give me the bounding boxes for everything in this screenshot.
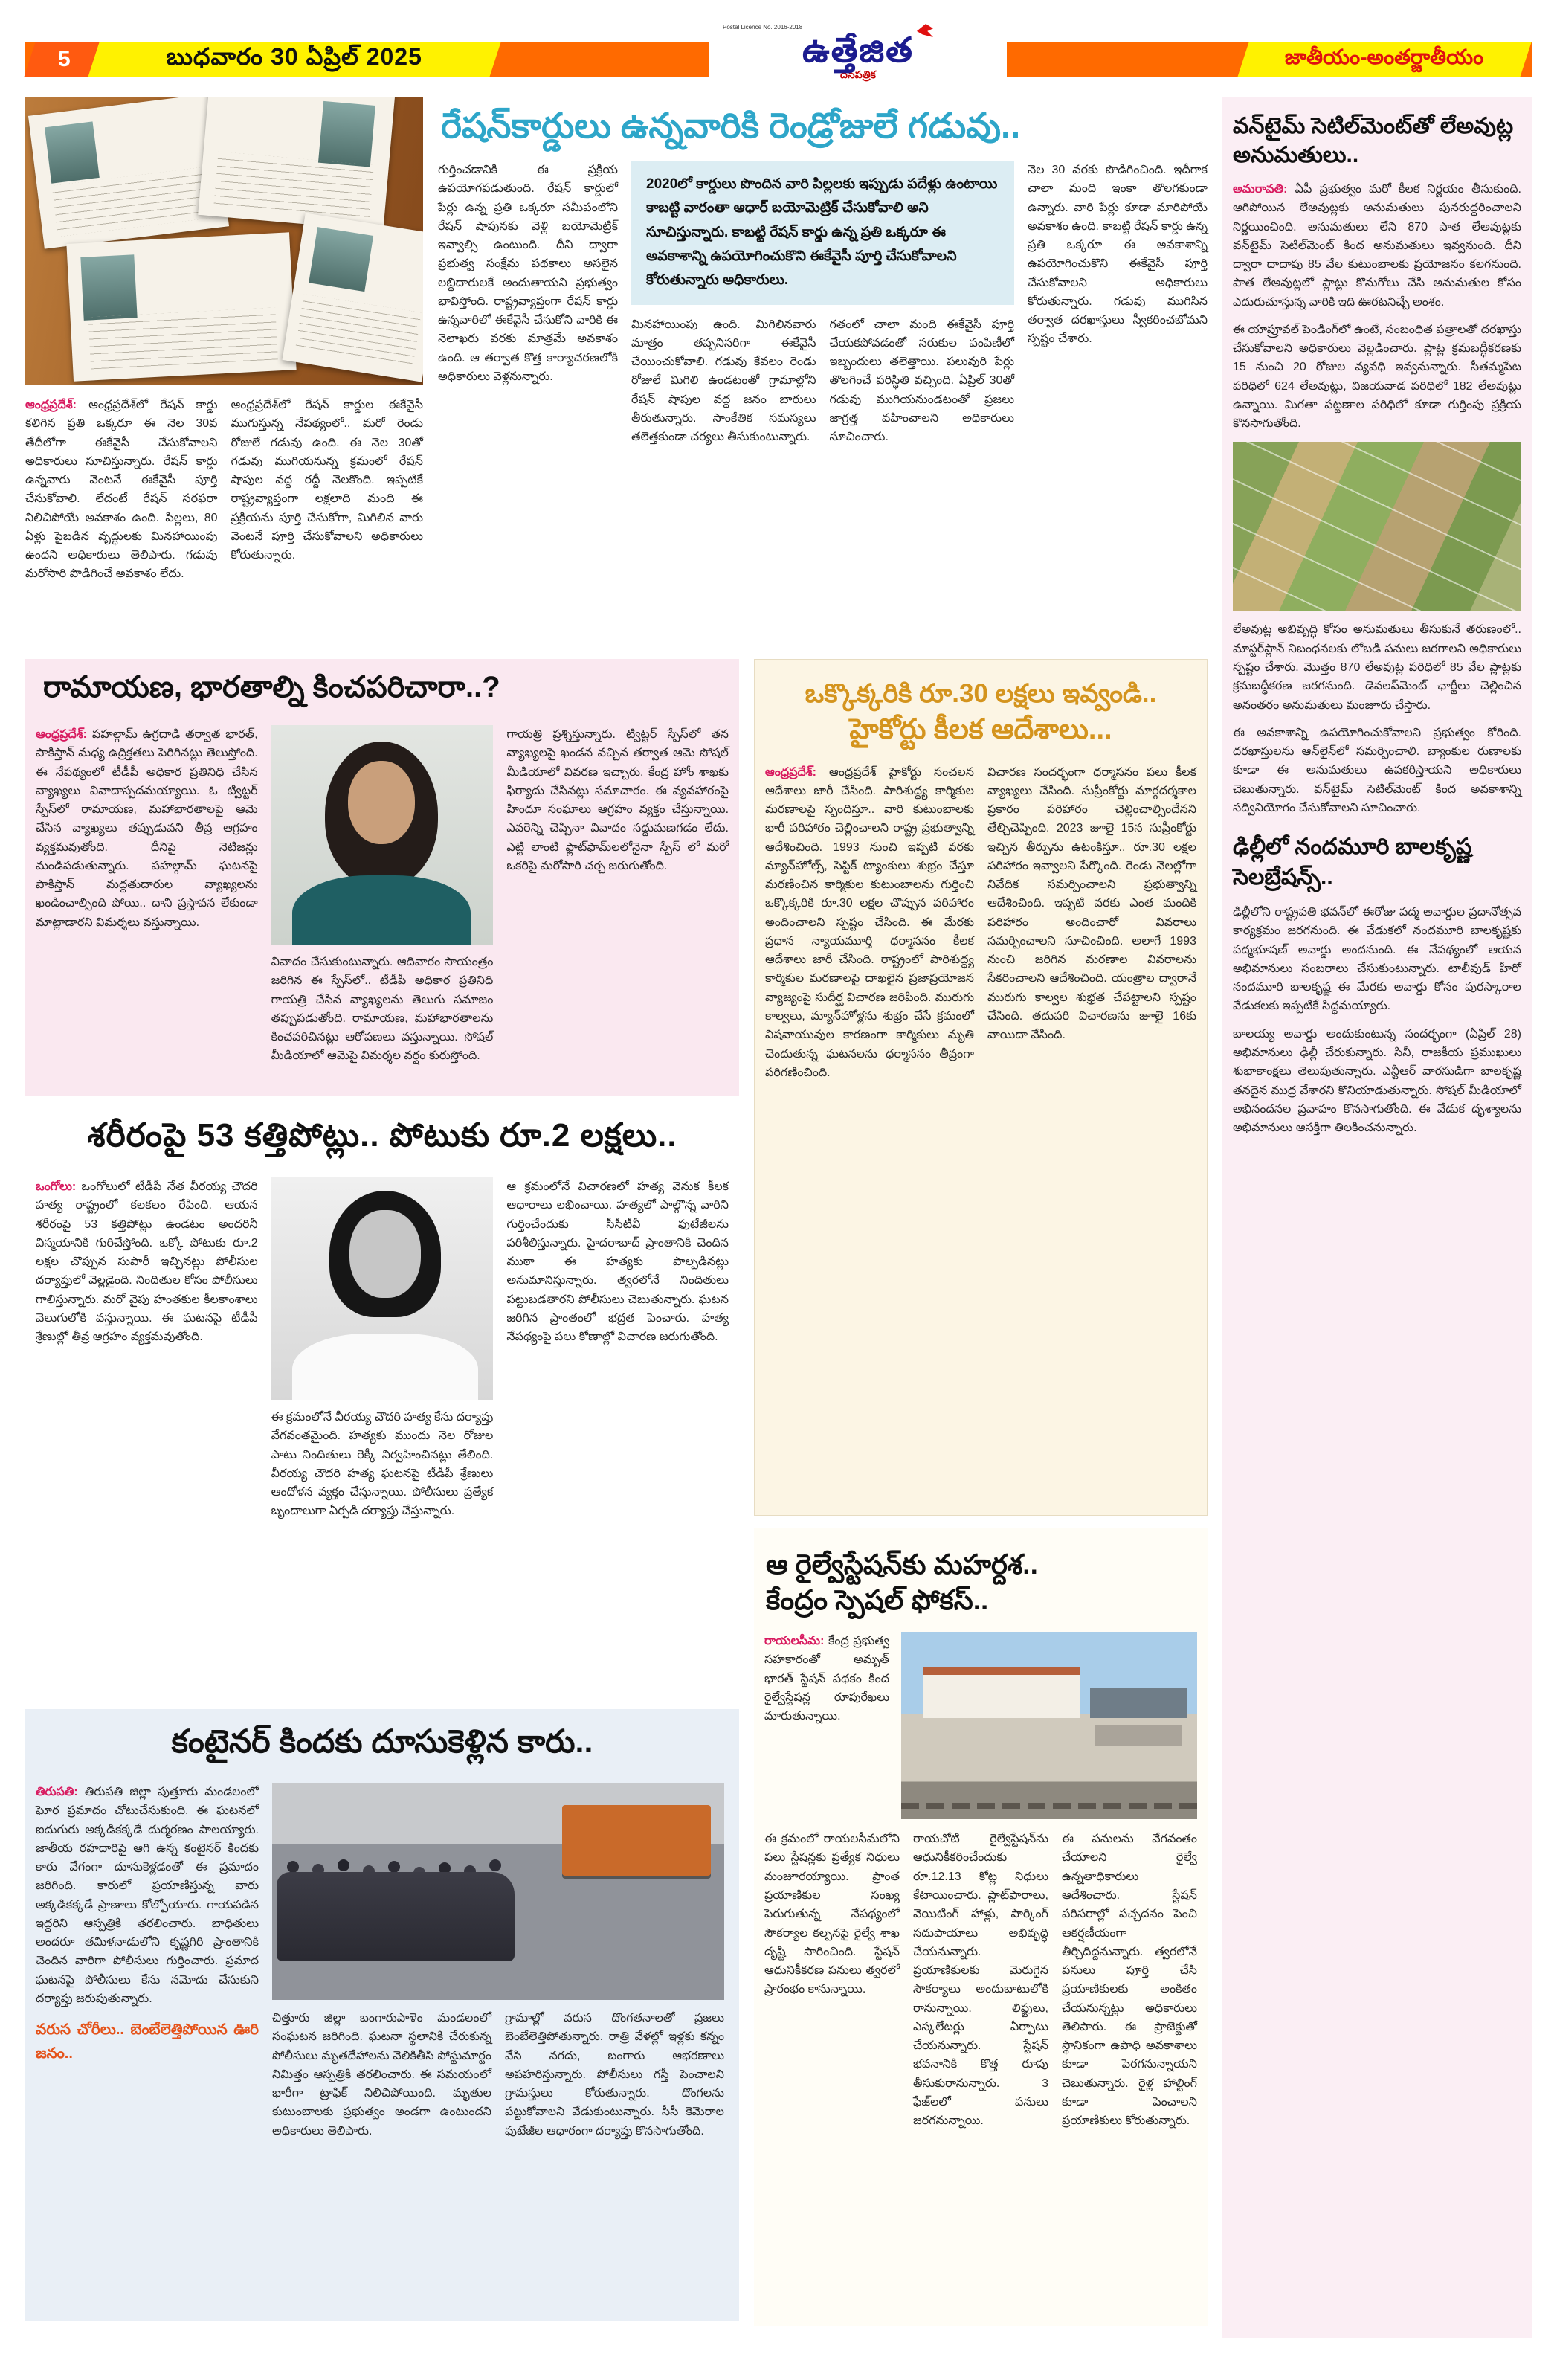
body-column: రాయచోటి రైల్వేస్టేషన్‌ను ఆధునికీకరించేందుకు రూ.12.13 కోట్ల నిధులు కేటాయించారు. ప్లాట్‌ఫారాలు, వెయిటింగ్ హాళ్లు, పార్కింగ్ సదుపాయాలు అభివృద్ధి చేయనున్నారు. ప్రయాణికులకు మెరుగైన సౌకర్యాలు అందుబాటులోకి రానున్నాయి. లిఫ్టులు, ఎస్కలేటర్లు ఏర్పాటు చేయనున్నారు. స్టేషన్ భవనానికి కొత్త రూపు తీసుకురానున్నారు. 3 ఫేజ్‌లలో పనులు జరగనున్నాయి. [913,1833,1048,2128]
highlight-box: 2020లో కార్డులు పొందిన వారి పిల్లలకు ఇప్పుడు పదేళ్లు ఉంటాయి కాబట్టి వారంతా ఆధార్ బయోమెట్రిక్ చేసుకోవాలి అని సూచిస్తున్నారు. కాబట్టి రేషన్ కార్డు ఉన్న ప్రతి ఒక్కరూ ఈ అవకాశాన్ని ఉపయోగించుకొని ఈకేవైసీ పూర్తి చేసుకోవాలని కోరుతున్నారు అధికారులు. [631,161,1014,304]
headline-ration: రేషన్‌కార్డులు ఉన్నవారికి రెండ్రోజులే గడువు.. [441,106,1021,145]
body-paragraph: లేఅవుట్ల అభివృద్ధి కోసం అనుమతులు తీసుకునే తరుణంలో.. మాస్టర్‌ప్లాన్ నిబంధనలకు లోబడి పనులు జరగాలని అధికారులు స్పష్టం చేశారు. మొత్తం 870 లేఅవుట్ల పరిధిలో 85 వేల ప్లాట్లకు క్రమబద్ధీకరణ జరగనుంది. డెవలప్‌మెంట్ ఛార్జీలు చెల్లించిన అనంతరం అనుమతులు మంజూరు చేస్తారు. [1233,623,1521,712]
section-banner: జాతీయం-అంతర్జాతీయం [1237,42,1532,77]
body-column: ఆంధ్రప్రదేశ్: ఆంధ్రప్రదేశ్ హైకోర్టు సంచలన ఆదేశాలు జారీ చేసింది. పారిశుద్ధ్య కార్మికుల మరణాలపై స్పందిస్తూ.. వారి కుటుంబాలకు భారీ పరిహారం చెల్లించాలని రాష్ట్ర ప్రభుత్వాన్ని ఆదేశించింది. 1993 నుంచి ఇప్పటి వరకు మ్యాన్‌హోల్స్, సెప్టిక్ ట్యాంకులు శుభ్రం చేస్తూ మరణించిన కార్మికుల కుటుంబాలను గుర్తించి ఒక్కొక్కరికి రూ.30 లక్షల చొప్పున పరిహారం అందించాలని స్పష్టం చేసింది. ఈ మేరకు ప్రధాన న్యాయమూర్తి ధర్మాసనం కీలక ఆదేశాలు జారీ చేసింది. రాష్ట్రంలో పారిశుద్ధ్య కార్మికుల మరణాలపై దాఖలైన ప్రజాప్రయోజన వ్యాజ్యంపై సుదీర్ఘ విచారణ జరిపింది. మురుగు కాల్వలు, మ్యాన్‌హోళ్లను శుభ్రం చేసే క్రమంలో విషవాయువుల కారణంగా కార్మికులు మృతి చెందుతున్న ఘటనలను ధర్మాసనం తీవ్రంగా పరిగణించింది. [765,765,974,1079]
ration-card-image [66,232,296,381]
body-column: గాయత్రి ప్రశ్నిస్తున్నారు. ట్విట్టర్ స్పేస్‌లో తన వ్యాఖ్యలపై ఖండన వచ్చిన తర్వాత ఆమె సోషల్ మీడియాలో వివరణ ఇచ్చారు. కేంద్ర హోం శాఖకు ఫిర్యాదు చేసినట్లు సమాచారం. ఈ వ్యవహారంపై హిందూ సంఘాలు ఆగ్రహం వ్యక్తం చేస్తున్నాయి. ఎవరెన్ని చెప్పినా వివాదం సద్దుమణగడం లేదు. ఎట్టి లాంటి ఫ్లాట్‌ఫామ్‌లలోనైనా స్పేస్ లో మరో ఒకరిపై మరోసారి చర్చ జరుగుతోంది. [506,728,729,872]
masthead-tagline: దినపత్రిక [840,68,876,80]
newspaper-page [0,24,1557,2380]
body-column: తిరుపతి: తిరుపతి జిల్లా పుత్తూరు మండలంలో ఘోర ప్రమాదం చోటుచేసుకుంది. ఈ ఘటనలో ఐదుగురు అక్కడికక్కడే దుర్మరణం పాలయ్యారు. జాతీయ రహదారిపై ఆగి ఉన్న కంటైనర్ కిందకు కారు వేగంగా దూసుకెళ్లడంతో ఈ ప్రమాదం జరిగింది. కారులో ప్రయాణిస్తున్న వారు అక్కడికక్కడే ప్రాణాలు కోల్పోయారు. గాయపడిన ఇద్దరిని ఆస్పత్రికి తరలించారు. బాధితులు అందరూ తమిళనాడులోని కృష్ణగిరి ప్రాంతానికి చెందిన వారిగా పోలీసులు గుర్తించారు. ప్రమాద ఘటనపై పోలీసులు కేసు నమోదు చేసుకుని దర్యాప్తు జరుపుతున్నారు. వరుస చోరీలు.. బెంబేలెత్తిపోయిన ఊరి జనం.. [36,1783,259,2141]
article-highcourt [754,659,1208,1516]
article-ration [25,97,1208,649]
body-column: గ్రామాల్లో వరుస దొంగతనాలతో ప్రజలు బెంబేలెత్తిపోతున్నారు. రాత్రి వేళల్లో ఇళ్లకు కన్నం వేసి నగదు, బంగారు ఆభరణాలు అపహరిస్తున్నారు. పోలీసులు గస్తీ పెంచాలని గ్రామస్తులు కోరుతున్నారు. దొంగలను పట్టుకోవాలని వేడుకుంటున్నారు. సీసీ కెమెరాల ఫుటేజీల ఆధారంగా దర్యాప్తు కొనసాగుతోంది. [505,2012,724,2138]
body-column: చిత్తూరు జిల్లా బంగారుపాళెం మండలంలో సంఘటన జరిగింది. ఘటనా స్థలానికి చేరుకున్న పోలీసులు మృతదేహాలను వెలికితీసి పోస్టుమార్టం నిమిత్తం ఆస్పత్రికి తరలించారు. ఈ సమయంలో భారీగా ట్రాఫిక్ నిలిచిపోయింది. మృతుల కుటుంబాలకు ప్రభుత్వం అండగా ఉంటుందని అధికారులు తెలిపారు. [272,2012,491,2138]
body-column: ఈ క్రమంలో రాయలసీమలోని పలు స్టేషన్లకు ప్రత్యేక నిధులు మంజూరయ్యాయి. ప్రాంత ప్రయాణికుల సంఖ్య పెరుగుతున్న నేపథ్యంలో సౌకర్యాల కల్పనపై రైల్వే శాఖ దృష్టి సారించింది. స్టేషన్ ఆధునికీకరణ పనులు త్వరలో ప్రారంభం కానున్నాయి. [764,1833,900,1996]
body-paragraph: బాలయ్య అవార్డు అందుకుంటున్న సందర్భంగా (ఏప్రిల్ 28) అభిమానులు ఢిల్లీ చేరుకున్నారు. సినీ, రాజకీయ ప్రముఖులు శుభాకాంక్షలు తెలుపుతున్నారు. ఎన్టీఆర్ వారసుడిగా బాలకృష్ణ తనదైన ముద్ర వేశారని కొనియాడుతున్నారు. సోషల్ మీడియాలో అభినందనల ప్రవాహం కొనసాగుతోంది. ఈ వేడుక దృశ్యాలను అభిమానులు ఆసక్తిగా తిలకించనున్నారు. [1233,1027,1521,1135]
headline-53-stabs: శరీరంపై 53 కత్తిపోట్లు.. పోటుకు రూ.2 లక్షలు.. [87,1117,677,1154]
dateline: ఆంధ్రప్రదేశ్: [25,399,77,411]
ration-card-image [283,213,423,382]
article-container-accident [25,1709,739,2320]
headline-highcourt: ఒక్కొక్కరికి రూ.30 లక్షలు ఇవ్వండి.. హైకోర్టు కీలక ఆదేశాలు... [805,679,1157,746]
accident-scene-photo [272,1783,724,2000]
date-banner: బుధవారం 30 ఏప్రిల్ 2025 [88,42,501,77]
article-53-stabs [25,1108,739,1697]
headline-ramayana: రామాయణ, భారతాల్ని కించపరిచారా..? [43,671,500,704]
body-column: విచారణ సందర్భంగా ధర్మాసనం పలు కీలక వ్యాఖ్యలు చేసింది. సుప్రీంకోర్టు మార్గదర్శకాల ప్రకారం పరిహారం చెల్లించాల్సిందేనని తేల్చిచెప్పింది. 2023 జూలై 15న సుప్రీంకోర్టు ఇచ్చిన తీర్పును ఉటంకిస్తూ.. రూ.30 లక్షల పరిహారం ఇవ్వాలని పేర్కొంది. రెండు నెలల్లోగా నివేదిక సమర్పించాలని ప్రభుత్వాన్ని ఆదేశించింది. ఇప్పటి వరకు ఎంత మందికి పరిహారం అందించారో వివరాలు సమర్పించాలని సూచించింది. అలాగే 1993 నుంచి జరిగిన మరణాల వివరాలను సేకరించాలని ఆదేశించింది. యంత్రాల ద్వారానే మురుగు కాల్వల శుభ్రత చేపట్టాలని స్పష్టం చేసింది. తదుపరి విచారణను జూలై 16కు వాయిదా వేసింది. [987,765,1196,1042]
dateline: ఒంగోలు: [36,1180,77,1193]
dateline: అమరావతి: [1233,183,1288,196]
body-column: గుర్తించడానికి ఈ ప్రక్రియ ఉపయోగపడుతుంది. రేషన్ కార్డులో పేర్లు ఉన్న ప్రతి ఒక్కరూ సమీపంలోని రేషన్ షాపునకు వెళ్లి బయోమెట్రిక్ ఇవ్వాల్సి ఉంటుంది. దీని ద్వారా ప్రభుత్వ సంక్షేమ పథకాలు అసలైన లబ్ధిదారులకే అందుతాయని ప్రభుత్వం భావిస్తోంది. రాష్ట్రవ్యాప్తంగా రేషన్ కార్డు ఉన్నవారిలో ఈకేవైసీ చేసుకోని వారికి ఈ నెలాఖరు వరకు మాత్రమే అవకాశం ఉంది. ఆ తర్వాత కొత్త కార్యాచరణలోకి అధికారులు వెళ్లనున్నారు. [438,164,618,383]
railway-station-photo [901,1632,1197,1819]
body-column: గతంలో చాలా మంది ఈకేవైసీ పూర్తి చేయకపోవడంతో సరుకుల పంపిణీలో ఇబ్బందులు తలెత్తాయి. పలువురి పేర్లు తొలగించే పరిస్థితి వచ్చింది. ఏప్రిల్ 30తో గడువు ముగియనుండటంతో ప్రజలు జాగ్రత్త వహించాలని అధికారులు సూచించారు. [829,318,1014,444]
ration-cards-photo [25,97,423,385]
masthead-box [709,24,1007,89]
victim-photo [271,1177,494,1400]
body-column: ఆంధ్రప్రదేశ్: ఆంధ్రప్రదేశ్‌లో రేషన్ కార్డు కలిగిన ప్రతి ఒక్కరూ ఈ నెల 30వ తేదీలోగా ఈకేవైసీ చేసుకోవాలని అధికారులు సూచిస్తున్నారు. రేషన్ కార్డు ఉన్నవారు వెంటనే ఈకేవైసీ పూర్తి చేసుకోవాలి. లేదంటే రేషన్ సరఫరా నిలిచిపోయే అవకాశం ఉంది. పిల్లలు, 80 ఏళ్లు పైబడిన వృద్ధులకు మినహాయింపు ఉందని అధికారులు తెలిపారు. గడువు మరోసారి పొడిగించే అవకాశం లేదు. [25,399,218,581]
headline-balakrishna: ఢిల్లీలో నందమూరి బాలకృష్ణ సెలబ్రేషన్స్.. [1233,834,1472,890]
body-paragraph: ఈ అవకాశాన్ని ఉపయోగించుకోవాలని ప్రభుత్వం కోరింది. దరఖాస్తులను ఆన్‌లైన్‌లో సమర్పించాలి. బ్యాంకుల రుణాలకు కూడా ఈ అనుమతులు ఉపకరిస్తాయని అధికారులు చెబుతున్నారు. వన్‌టైమ్ సెటిల్‌మెంట్ కింద అవకాశాన్ని సద్వినియోగం చేసుకోవాలని సూచించారు. [1233,726,1521,814]
right-sidebar [1222,97,1532,2338]
dateline: ఆంధ్రప్రదేశ్: [36,728,87,741]
headline-layouts: వన్‌టైమ్ సెటిల్‌మెంట్‌తో లేఅవుట్ల అనుమతులు.. [1233,114,1514,167]
body-column: ఆ క్రమంలోనే విచారణలో హత్య వెనుక కీలక ఆధారాలు లభించాయి. హత్యలో పాల్గొన్న వారిని గుర్తించేందుకు సీసీటీవీ ఫుటేజీలను పరిశీలిస్తున్నారు. హైదరాబాద్ ప్రాంతానికి చెందిన ముఠా ఈ హత్యకు పాల్పడినట్లు అనుమానిస్తున్నారు. త్వరలోనే నిందితులు పట్టుబడతారని పోలీసులు చెబుతున్నారు. ఘటన జరిగిన ప్రాంతంలో భద్రత పెంచారు. హత్య నేపథ్యంపై పలు కోణాల్లో విచారణ జరుగుతోంది. [506,1180,729,1344]
headline-railway: ఆ రైల్వేస్టేషన్‌కు మహర్దశ.. కేంద్రం స్పెషల్ ఫోకస్.. [766,1549,1038,1616]
dateline: రాయలసీమ: [764,1635,825,1648]
body-column: మినహాయింపు ఉంది. మిగిలినవారు మాత్రం తప్పనిసరిగా ఈకేవైసీ చేయించుకోవాలి. గడువు కేవలం రెండు రోజులే మిగిలి ఉండటంతో గ్రామాల్లోని రేషన్ షాపుల వద్ద జనం బారులు తీరుతున్నారు. సాంకేతిక సమస్యలు తలెత్తకుండా చర్యలు తీసుకుంటున్నారు. [631,318,816,444]
body-paragraph: ఈ యాప్రూవల్ పెండింగ్‌లో ఉంటే, సంబంధిత పత్రాలతో దరఖాస్తు చేసుకోవాలని అధికారులు వెల్లడించారు. ప్లాట్ల క్రమబద్ధీకరణకు 15 నుంచి 20 రోజుల వ్యవధి ఇవ్వనున్నారు. సీతమ్మపేట పరిధిలో 624 లేఅవుట్లు, విజయవాడ పరిధిలో 182 లేఅవుట్లు ఉన్నాయి. మిగతా పట్టణాల పరిధిలో కూడా గుర్తింపు ప్రక్రియ కొనసాగుతోంది. [1233,323,1521,431]
body-column: రాయలసీమ: కేంద్ర ప్రభుత్వ సహకారంతో అమృత్ భారత్ స్టేషన్ పథకం కింద రైల్వేస్టేషన్ల రూపురేఖలు మారుతున్నాయి. [764,1635,889,1723]
masthead-title: ఉత్తేజిత [802,33,914,67]
body-column: నెల 30 వరకు పొడిగించింది. ఇదీగాక చాలా మంది ఇంకా తొలగకుండా ఉన్నారు. వారి పేర్లు కూడా మారిపోయే అవకాశం ఉంది. కాబట్టి రేషన్ కార్డు ఉన్న ప్రతి ఒక్కరూ ఈ అవకాశాన్ని ఉపయోగించుకొని ఈకేవైసీ పూర్తి చేసుకోవాలని అధికారులు కోరుతున్నారు. గడువు ముగిసిన తర్వాత దరఖాస్తులు స్వీకరించబోమని స్పష్టం చేశారు. [1028,164,1208,346]
ration-card-image [28,97,229,249]
ration-card-image [198,97,396,231]
body-column: ఈ క్రమంలోనే వీరయ్య చౌదరి హత్య కేసు దర్యాప్తు వేగవంతమైంది. హత్యకు ముందు నెల రోజుల పాటు నిందితులు రెక్కీ నిర్వహించినట్లు తేలింది. వీరయ్య చౌదరి హత్య ఘటనపై టీడీపీ శ్రేణులు ఆందోళన వ్యక్తం చేస్తున్నాయి. పోలీసులు ప్రత్యేక బృందాలుగా ఏర్పడి దర్యాప్తు చేస్తున్నారు. [271,1177,494,1521]
spokesperson-photo [271,725,494,945]
dateline: ఆంధ్రప్రదేశ్: [765,765,816,779]
body-column: ఈ పనులను వేగవంతం చేయాలని రైల్వే ఉన్నతాధికారులు ఆదేశించారు. స్టేషన్ పరిసరాల్లో పచ్చదనం పెంచి ఆకర్షణీయంగా తీర్చిదిద్దనున్నారు. త్వరలోనే పనులు పూర్తి చేసి ప్రయాణికులకు అంకితం చేయనున్నట్లు అధికారులు తెలిపారు. ఈ ప్రాజెక్టుతో స్థానికంగా ఉపాధి అవకాశాలు కూడా పెరగనున్నాయని చెబుతున్నారు. రైళ్ల హాల్టింగ్ కూడా పెంచాలని ప్రయాణికులు కోరుతున్నారు. [1062,1833,1197,2128]
article-railway [754,1528,1208,2326]
body-column: వివాదం చేసుకుంటున్నారు. ఆదివారం సాయంత్రం జరిగిన ఈ స్పేస్‌లో.. టీడీపీ అధికార ప్రతినిధి గాయత్రి చేసిన వ్యాఖ్యలను తెలుగు సమాజం తప్పుపడుతోంది. రామాయణ, మహాభారతాలను కించపరిచినట్లు ఆరోపణలు వస్తున్నాయి. సోషల్ మీడియాలో ఆమెపై విమర్శల వర్షం కురుస్తోంది. [271,725,494,1066]
body-paragraph: అమరావతి: ఏపీ ప్రభుత్వం మరో కీలక నిర్ణయం తీసుకుంది. ఆగిపోయిన లేఅవుట్లకు అనుమతులు పునరుద్ధరించాలని నిర్ణయించింది. అనుమతులు లేని 870 పాత లేఅవుట్లకు వన్‌టైమ్ సెటిల్‌మెంట్ కింద అనుమతులు ఇవ్వనుంది. దీని ద్వారా దాదాపు 85 వేల కుటుంబాలకు ప్రయోజనం కలగనుంది. పాత లేఅవుట్లలో ప్లాట్లు కొనుగోలు చేసి అనుమతుల కోసం ఎదురుచూస్తున్న వారికి ఇది ఊరటనిచ్చే అంశం. [1233,183,1521,309]
headline-container-accident: కంటైనర్ కిందకు దూసుకెళ్లిన కారు.. [171,1724,593,1760]
body-column: ఆంధ్రప్రదేశ్: పహల్గామ్ ఉగ్రదాడి తర్వాత భారత్, పాకిస్తాన్ మధ్య ఉద్రిక్తతలు పెరిగినట్లు తెలుస్తోంది. ఈ నేపథ్యంలో టీడీపీ అధికార ప్రతినిధి చేసిన వ్యాఖ్యలు వివాదాస్పదమయ్యాయి. ఓ ట్విట్టర్ స్పేస్‌లో రామాయణ, మహాభారతాలపై ఆమె చేసిన వ్యాఖ్యలు తప్పుడువని తీవ్ర ఆగ్రహం వ్యక్తమవుతోంది. దీనిపై నెటిజన్లు మండిపడుతున్నారు. పహల్గామ్ ఘటనపై పాకిస్తాన్ మద్దతుదారుల వ్యాఖ్యలను ఖండించాల్సింది పోయి.. దాని ప్రస్తావన లేకుండా మాట్లాడారని విమర్శలు వస్తున్నాయి. [36,728,258,929]
layouts-aerial-photo [1233,442,1521,611]
page-number: 5 [24,42,104,77]
article-ramayana [25,659,739,1096]
postal-note: Postal Licence No. 2016-2018 [723,24,803,30]
article-balakrishna [1233,832,1521,1137]
dateline: తిరుపతి: [36,1786,78,1798]
article-layouts [1233,112,1521,817]
body-column: ఒంగోలు: ఒంగోలులో టీడీపీ నేత వీరయ్య చౌదరి హత్య రాష్ట్రంలో కలకలం రేపింది. ఆయన శరీరంపై 53 కత్తిపోట్లు ఉండటం అందరినీ విస్మయానికి గురిచేస్తోంది. ఒక్కో పోటుకు రూ.2 లక్షల చొప్పున సుపారీ ఇచ్చినట్లు పోలీసుల దర్యాప్తులో వెల్లడైంది. నిందితుల కోసం పోలీసులు గాలిస్తున్నారు. మరో వైపు హంతకుల కీలకాంశాలు వెలుగులోకి వస్తున్నాయి. ఈ ఘటనపై టీడీపీ శ్రేణుల్లో తీవ్ర ఆగ్రహం వ్యక్తమవుతోంది. [36,1180,258,1344]
body-paragraph: ఢిల్లీలోని రాష్ట్రపతి భవన్‌లో ఈరోజు పద్మ అవార్డుల ప్రదానోత్సవ కార్యక్రమం జరగనుంది. ఈ వేడుకలో నందమూరి బాలకృష్ణకు పద్మభూషణ్ అవార్డు అందనుంది. ఈ నేపథ్యంలో ఆయన అభిమానులు సంబరాలు చేసుకుంటున్నారు. టాలీవుడ్ హీరో నందమూరి బాలకృష్ణ ఈ మేరకు అవార్డు కోసం పురస్కారాల వేడుకలకు ఇప్పటికే సిద్ధమయ్యారు. [1233,906,1521,1013]
body-column: ఆంధ్రప్రదేశ్‌లో రేషన్ కార్డుల ఈకేవైసీ ముగుస్తున్న నేపథ్యంలో.. మరో రెండు రోజులే గడువు ఉంది. ఈ నెల 30తో గడువు ముగియనున్న క్రమంలో రేషన్ షాపుల వద్ద రద్దీ నెలకొంది. ఇప్పటికే రాష్ట్రవ్యాప్తంగా లక్షలాది మంది ఈ ప్రక్రియను పూర్తి చేసుకోగా, మిగిలిన వారు వెంటనే పూర్తి చేసుకోవాలని అధికారులు కోరుతున్నారు. [231,399,423,562]
teaser-headline: వరుస చోరీలు.. బెంబేలెత్తిపోయిన ఊరి జనం.. [36,2022,259,2062]
top-banner [25,24,1532,89]
dove-icon [917,24,933,37]
